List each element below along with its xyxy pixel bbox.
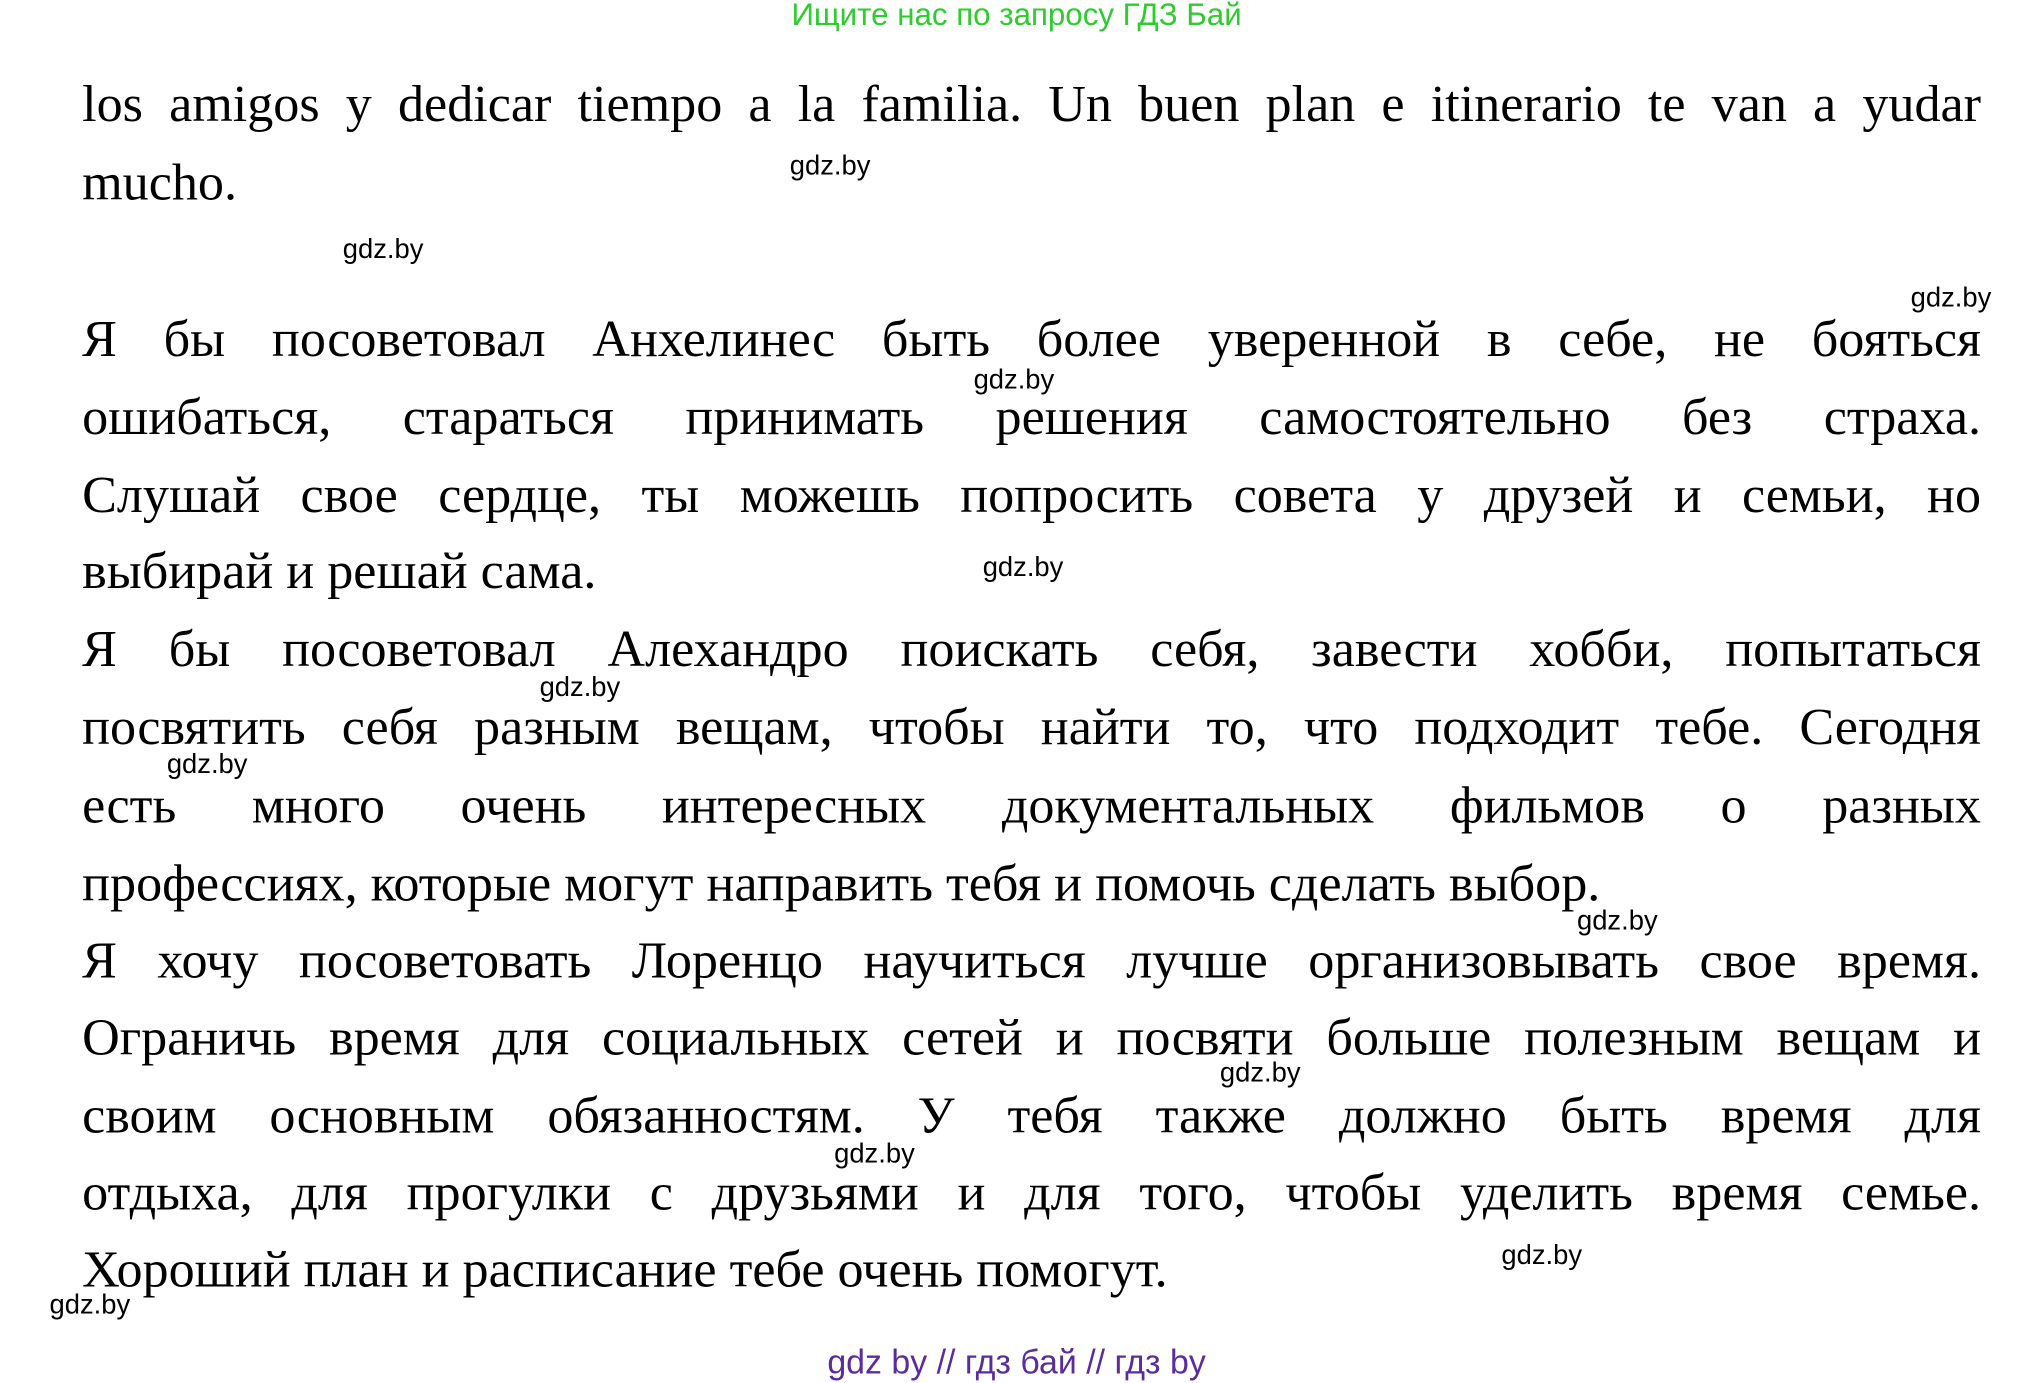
- watermark: gdz.by: [342, 234, 424, 265]
- text-line: los amigos y dedicar tiempo a la familia. Un buen plan e itinerario te van a yudar: [82, 74, 1982, 133]
- watermark: gdz.by: [539, 672, 621, 703]
- text-line: выбирай и решай сама.: [82, 540, 597, 600]
- footer-banner: gdz by // гдз бай // гдз by: [827, 1342, 1206, 1382]
- text-line: Я бы посоветовал Анхелинес быть более уверенной в себе, не бояться: [82, 308, 1982, 368]
- text-line: посвятить себя разным вещам, чтобы найти то, что подходит тебе. Сегодня: [82, 697, 1982, 756]
- text-line: Ограничь время для социальных сетей и посвяти больше полезным вещам и: [82, 1007, 1982, 1067]
- text-line: Я хочу посоветовать Лоренцо научиться лучше организовывать свое время.: [82, 930, 1982, 990]
- watermark: gdz.by: [973, 364, 1055, 395]
- watermark: gdz.by: [166, 749, 248, 780]
- text-line: ошибаться, стараться принимать решения самостоятельно без страха.: [82, 387, 1982, 446]
- watermark: gdz.by: [1576, 905, 1658, 936]
- text-line: Хороший план и расписание тебе очень помогут.: [82, 1239, 1168, 1299]
- text-line: профессиях, которые могут направить тебя и помочь сделать выбор.: [82, 853, 1601, 913]
- watermark: gdz.by: [982, 552, 1064, 583]
- watermark: gdz.by: [789, 151, 871, 182]
- text-line: отдыха, для прогулки с друзьями и для того, чтобы уделить время семье.: [82, 1162, 1982, 1222]
- text-line: Слушай свое сердце, ты можешь попросить совета у друзей и семьи, но: [82, 465, 1982, 524]
- text-line: mucho.: [82, 152, 238, 212]
- watermark: gdz.by: [1219, 1058, 1301, 1089]
- watermark: gdz.by: [1910, 282, 1992, 313]
- watermark: gdz.by: [834, 1139, 915, 1170]
- watermark: gdz.by: [49, 1290, 131, 1321]
- header-banner: Ищите нас по запросу ГДЗ Бай: [791, 0, 1242, 33]
- text-line: Я бы посоветовал Алехандро поискать себя, завести хобби, попытаться: [82, 619, 1982, 678]
- text-line: своим основным обязанностям. У тебя также должно быть время для: [82, 1085, 1982, 1145]
- watermark: gdz.by: [1501, 1240, 1583, 1271]
- text-line: есть много очень интересных документальных фильмов о разных: [82, 775, 1982, 835]
